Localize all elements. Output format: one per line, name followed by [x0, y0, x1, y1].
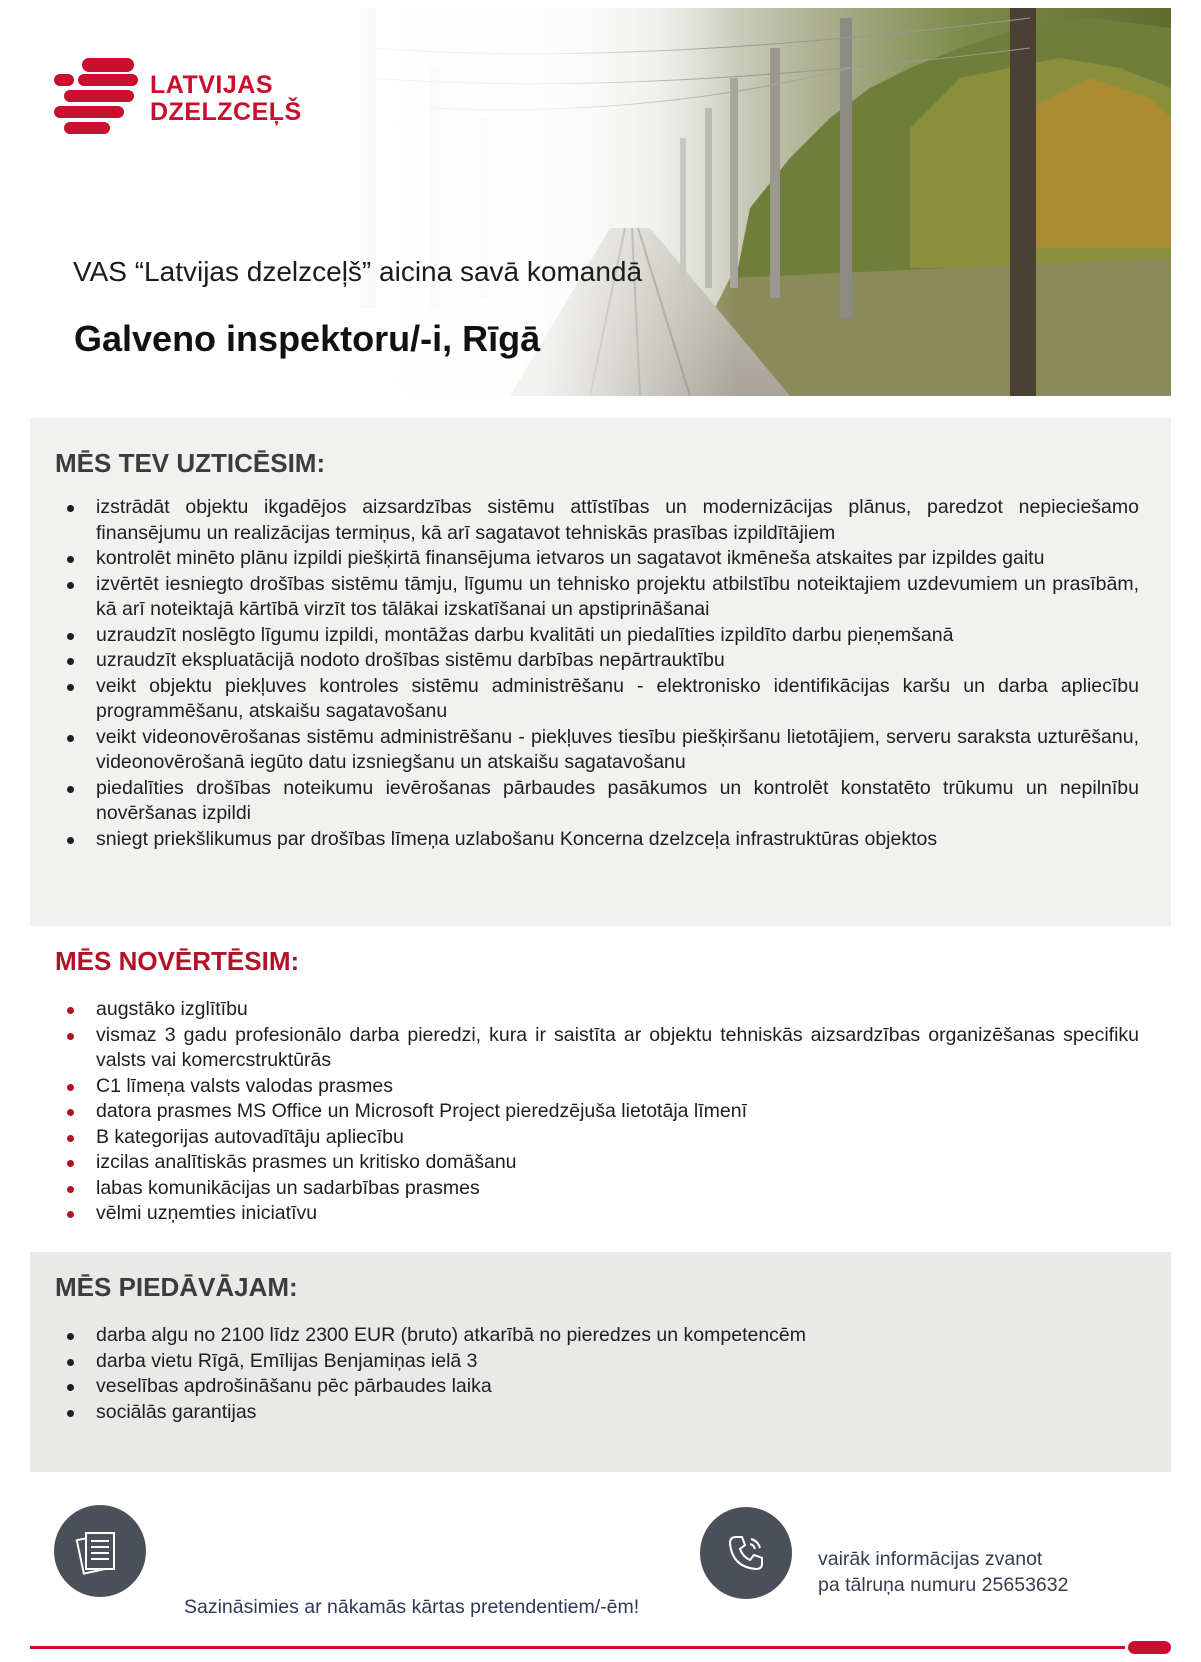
logo-line-1: LATVIJAS — [150, 71, 273, 99]
logo-line-2: DZELZCEĻŠ — [150, 98, 302, 126]
documents-icon — [54, 1505, 146, 1597]
intro-text: VAS “Latvijas dzelzceļš” aicina savā komandā — [73, 256, 643, 287]
list-item: B kategorijas autovadītāju apliecību — [67, 1125, 1139, 1151]
list-item: labas komunikācijas un sadarbības prasmes — [67, 1176, 1139, 1202]
list-item: vismaz 3 gadu profesionālo darba pieredzi, kura ir saistīta ar objektu tehniskās aizsardzības organizēšanas specifiku valsts vai komercstruktūrās — [67, 1023, 1139, 1074]
list-item: izvērtēt iesniegto drošības sistēmu tāmju, līgumu un tehnisko projektu atbilstību noteiktajiem uzdevumiem un prasībām, kā arī noteiktajā kārtībā virzīt tos tālākai izskatīšanai un apstiprināšanai — [67, 572, 1139, 623]
list-item: sniegt priekšlikumus par drošības līmeņa uzlabošanu Koncerna dzelzceļa infrastruktūras objektos — [67, 827, 1139, 853]
list-item: piedalīties drošības noteikumu ievērošanas pārbaudes pasākumos un kontrolēt konstatēto trūkumu un nepilnību novēršanas izpildi — [67, 776, 1139, 827]
position-title: Galveno inspektoru/-i, Rīgā — [74, 318, 541, 359]
list-item: uzraudzīt noslēgto līgumu izpildi, montāžas darbu kvalitāti un piedalīties izpildīto darbu pieņemšanā — [67, 623, 1139, 649]
responsibilities-list — [67, 495, 1139, 852]
list-item: veikt videonovērošanas sistēmu administrēšanu - piekļuves tiesību piešķiršanu lietotājiem, serveru saraksta uzturēšanu, videonovērošanā iegūto datu izsniegšanu un atskaišu sagatavošanu — [67, 725, 1139, 776]
list-item: izstrādāt objektu ikgadējos aizsardzības sistēmu attīstības un modernizācijas plānus, paredzot nepieciešamo finansējumu un realizācijas termiņus, kā arī sagatavot tehniskās prasības izpildītājiem — [67, 495, 1139, 546]
phone-icon — [700, 1507, 792, 1599]
logo-wordmark — [150, 72, 302, 126]
footer-divider — [30, 1646, 1125, 1649]
list-item: veselības apdrošināšanu pēc pārbaudes laika — [67, 1374, 1139, 1400]
section-responsibilities — [30, 418, 1171, 926]
list-item: C1 līmeņa valsts valodas prasmes — [67, 1074, 1139, 1100]
list-item: sociālās garantijas — [67, 1400, 1139, 1426]
section-offer — [30, 1252, 1171, 1472]
list-item: darba algu no 2100 līdz 2300 EUR (bruto) atkarībā no pieredzes un kompetencēm — [67, 1323, 1139, 1349]
contact-line-2: pa tālruņa numuru 25653632 — [818, 1573, 1069, 1596]
logo-mark-icon — [54, 58, 144, 134]
section-title: MĒS TEV UZTICĒSIM: — [55, 448, 326, 478]
requirements-list — [67, 997, 1139, 1227]
section-requirements — [30, 926, 1171, 1252]
footer-accent — [1128, 1641, 1171, 1654]
list-item: uzraudzīt ekspluatācijā nodoto drošības sistēmu darbības nepārtrauktību — [67, 648, 1139, 674]
section-title: MĒS PIEDĀVĀJAM: — [55, 1272, 298, 1302]
list-item: augstāko izglītību — [67, 997, 1139, 1023]
contact-line-1: vairāk informācijas zvanot — [818, 1548, 1043, 1570]
list-item: veikt objektu piekļuves kontroles sistēmu administrēšanu - elektronisko identifikācijas karšu un darba apliecību programmēšanu, atskaišu sagatavošanu — [67, 674, 1139, 725]
list-item: vēlmi uzņemties iniciatīvu — [67, 1201, 1139, 1227]
contact-info — [818, 1547, 1068, 1598]
section-title: MĒS NOVĒRTĒSIM: — [55, 946, 300, 976]
list-item: datora prasmes MS Office un Microsoft Project pieredzējuša lietotāja līmenī — [67, 1099, 1139, 1125]
list-item: izcilas analītiskās prasmes un kritisko domāšanu — [67, 1150, 1139, 1176]
footer-note: Sazināsimies ar nākamās kārtas pretendentiem/-ēm! — [184, 1596, 640, 1618]
list-item: kontrolēt minēto plānu izpildi piešķirtā finansējuma ietvaros un sagatavot ikmēneša atskaites par izpildes gaitu — [67, 546, 1139, 572]
list-item: darba vietu Rīgā, Emīlijas Benjamiņas ielā 3 — [67, 1349, 1139, 1375]
offer-list — [67, 1323, 1139, 1425]
